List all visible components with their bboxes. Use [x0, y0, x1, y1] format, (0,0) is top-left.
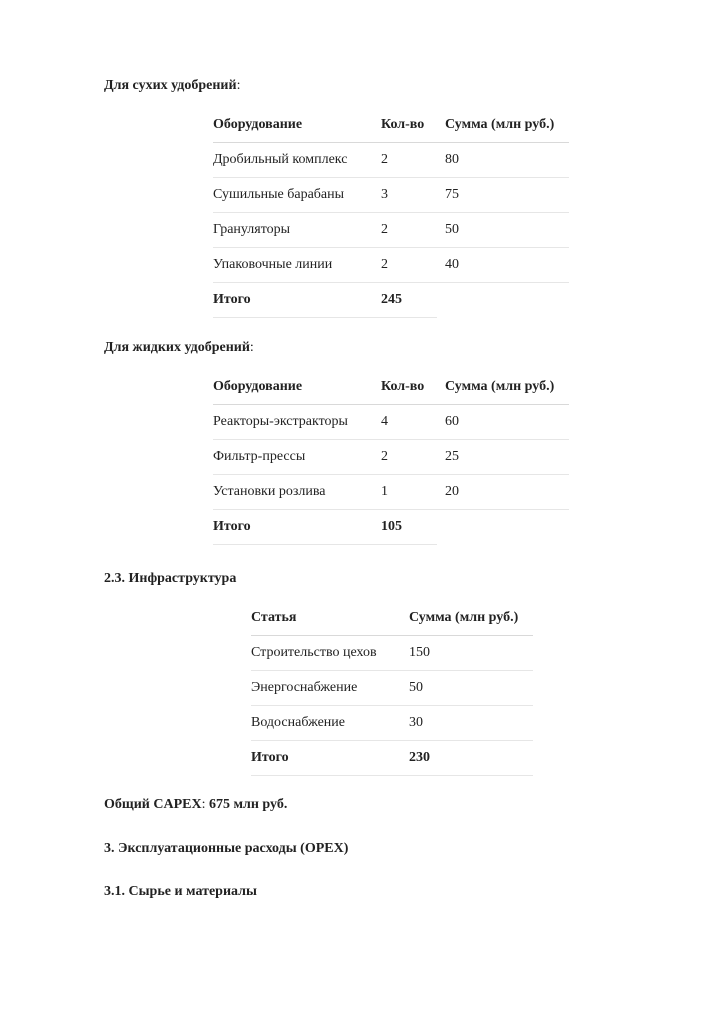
dry-fertilizers-heading: [104, 78, 240, 94]
table-header-row: [213, 108, 569, 143]
column-header-quantity: Кол-во: [373, 370, 437, 405]
total-value: 245: [373, 283, 437, 318]
table-header-row: [251, 601, 533, 636]
table-row: [251, 671, 533, 706]
column-header-equipment: Оборудование: [213, 370, 373, 405]
total-label: Итого: [251, 741, 401, 776]
table-row: [251, 636, 533, 671]
equipment-cell: Грануляторы: [213, 213, 373, 248]
table-row: [213, 475, 569, 510]
item-cell: Водоснабжение: [251, 706, 401, 741]
sum-cell: 80: [437, 143, 569, 178]
total-label: Итого: [213, 510, 373, 545]
item-cell: Энергоснабжение: [251, 671, 401, 706]
opex-heading: [104, 841, 348, 857]
quantity-cell: 4: [373, 405, 437, 440]
sum-cell: 40: [437, 248, 569, 283]
table-row: [213, 440, 569, 475]
materials-heading-text: 3.1. Сырье и материалы: [104, 884, 257, 899]
total-row: [213, 510, 569, 545]
infrastructure-heading: [104, 571, 236, 587]
liquid-heading-colon: :: [249, 340, 254, 355]
table-row: [213, 213, 569, 248]
table-row: [213, 143, 569, 178]
opex-heading-text: 3. Эксплуатационные расходы (OPEX): [104, 841, 349, 856]
dry-heading-colon: :: [236, 78, 241, 93]
infrastructure-heading-text: 2.3. Инфраструктура: [104, 571, 237, 586]
capex-summary: [104, 797, 287, 813]
table-row: [251, 706, 533, 741]
equipment-cell: Сушильные барабаны: [213, 178, 373, 213]
sum-cell: 150: [401, 636, 533, 671]
capex-label: Общий CAPEX: [104, 797, 202, 812]
quantity-cell: 1: [373, 475, 437, 510]
sum-cell: 30: [401, 706, 533, 741]
table-row: [213, 405, 569, 440]
total-empty-cell: [437, 283, 569, 318]
liquid-heading-label: Для жидких удобрений: [104, 340, 250, 355]
total-empty-cell: [437, 510, 569, 545]
total-label: Итого: [213, 283, 373, 318]
equipment-cell: Фильтр-прессы: [213, 440, 373, 475]
equipment-cell: Реакторы-экстракторы: [213, 405, 373, 440]
item-cell: Строительство цехов: [251, 636, 401, 671]
quantity-cell: 2: [373, 248, 437, 283]
sum-cell: 50: [401, 671, 533, 706]
column-header-equipment: Оборудование: [213, 108, 373, 143]
sum-cell: 20: [437, 475, 569, 510]
total-value: 105: [373, 510, 437, 545]
liquid-equipment-table: [213, 370, 569, 545]
equipment-cell: Установки розлива: [213, 475, 373, 510]
capex-colon: :: [201, 797, 206, 812]
equipment-cell: Упаковочные линии: [213, 248, 373, 283]
sum-cell: 25: [437, 440, 569, 475]
total-value: 230: [401, 741, 533, 776]
materials-heading: [104, 884, 257, 900]
quantity-cell: 3: [373, 178, 437, 213]
total-row: [251, 741, 533, 776]
column-header-item: Статья: [251, 601, 401, 636]
sum-cell: 75: [437, 178, 569, 213]
dry-heading-label: Для сухих удобрений: [104, 78, 237, 93]
equipment-cell: Дробильный комплекс: [213, 143, 373, 178]
total-row: [213, 283, 569, 318]
dry-equipment-table: [213, 108, 569, 318]
column-header-sum: Сумма (млн руб.): [437, 108, 569, 143]
liquid-fertilizers-heading: [104, 340, 254, 356]
quantity-cell: 2: [373, 213, 437, 248]
table-header-row: [213, 370, 569, 405]
quantity-cell: 2: [373, 143, 437, 178]
column-header-sum: Сумма (млн руб.): [401, 601, 533, 636]
column-header-quantity: Кол-во: [373, 108, 437, 143]
sum-cell: 50: [437, 213, 569, 248]
column-header-sum: Сумма (млн руб.): [437, 370, 569, 405]
capex-value: 675 млн руб.: [208, 797, 288, 812]
table-row: [213, 178, 569, 213]
table-row: [213, 248, 569, 283]
infrastructure-table: [251, 601, 533, 776]
sum-cell: 60: [437, 405, 569, 440]
quantity-cell: 2: [373, 440, 437, 475]
